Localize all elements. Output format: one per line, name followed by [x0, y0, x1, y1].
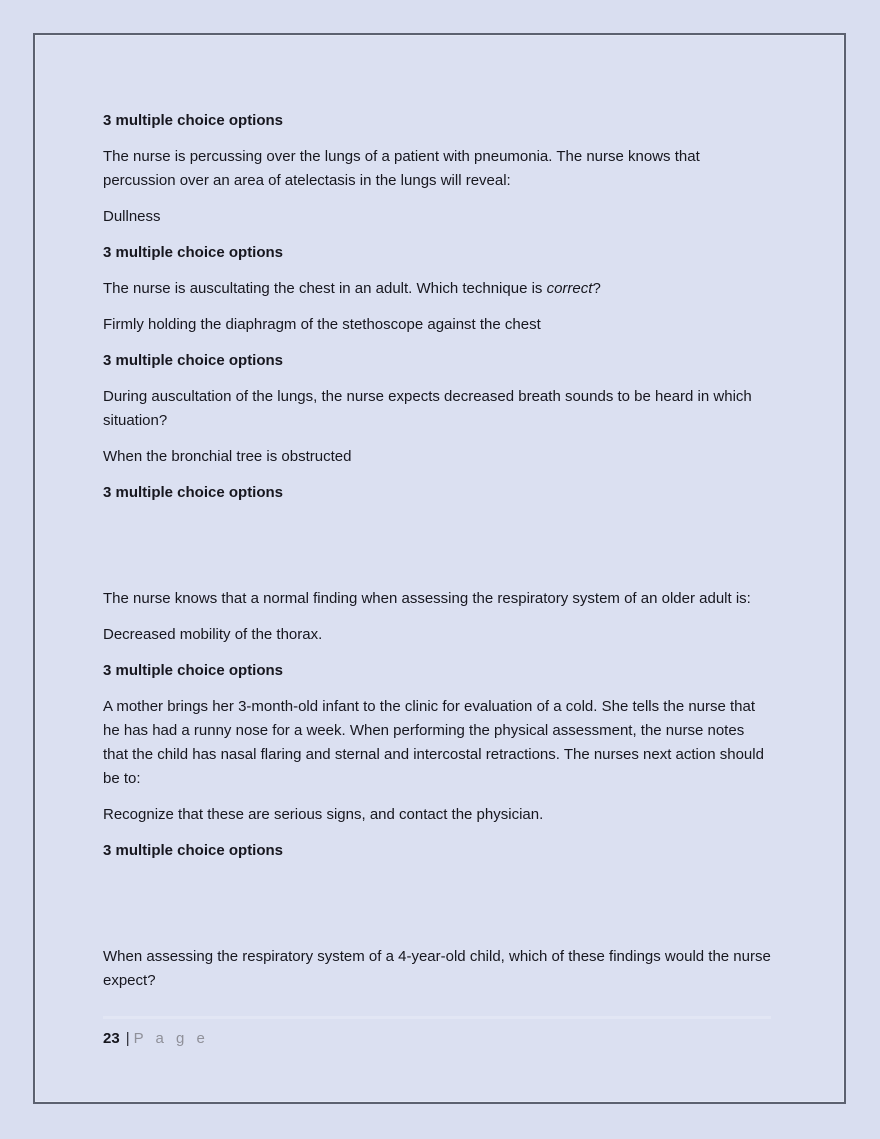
- paragraph: Firmly holding the diaphragm of the stethoscope against the chest: [103, 316, 541, 333]
- options-heading: 3 multiple choice options: [103, 484, 284, 501]
- blank-space: [103, 875, 771, 945]
- paragraph: A mother brings her 3-month-old infant to the clinic for evaluation of a cold. She tells the nurse that he has had a runny nose for a week. When performing the physical assessment, the nurse notes that the child has nasal flaring and sternal and intercostal retractions. The nurses next action should be to:: [103, 698, 764, 787]
- paragraph-segment: correct: [546, 280, 593, 297]
- paragraph: Recognize that these are serious signs, and contact the physician.: [103, 806, 544, 823]
- paragraph-segment: ?: [592, 280, 601, 297]
- document-blocks: [103, 109, 771, 1005]
- options-heading: 3 multiple choice options: [103, 662, 284, 679]
- footer-page-number: 23: [103, 1030, 120, 1047]
- paragraph: When the bronchial tree is obstructed: [103, 448, 352, 465]
- document-page: [33, 33, 846, 1104]
- options-heading: 3 multiple choice options: [103, 352, 284, 369]
- paragraph: During auscultation of the lungs, the nurse expects decreased breath sounds to be heard in which situation?: [103, 388, 752, 429]
- footer-separator: |: [125, 1030, 130, 1047]
- paragraph: The nurse knows that a normal finding when assessing the respiratory system of an older adult is:: [103, 590, 751, 607]
- options-heading: 3 multiple choice options: [103, 244, 284, 261]
- paragraph: Decreased mobility of the thorax.: [103, 626, 323, 643]
- blank-space: [103, 517, 771, 587]
- footer-page-word: P a g e: [133, 1030, 209, 1047]
- paragraph: The nurse is percussing over the lungs of a patient with pneumonia. The nurse knows that percussion over an area of atelectasis in the lungs will reveal:: [103, 148, 700, 189]
- paragraph: When assessing the respiratory system of a 4-year-old child, which of these findings would the nurse expect?: [103, 948, 771, 989]
- options-heading: 3 multiple choice options: [103, 842, 284, 859]
- paragraph: [103, 277, 771, 301]
- page-footer: [103, 1027, 771, 1051]
- paragraph-segment: The nurse is auscultating the chest in an adult. Which technique is: [103, 280, 547, 297]
- paragraph: Dullness: [103, 208, 161, 225]
- footer-divider: [103, 1016, 771, 1019]
- options-heading: 3 multiple choice options: [103, 112, 284, 129]
